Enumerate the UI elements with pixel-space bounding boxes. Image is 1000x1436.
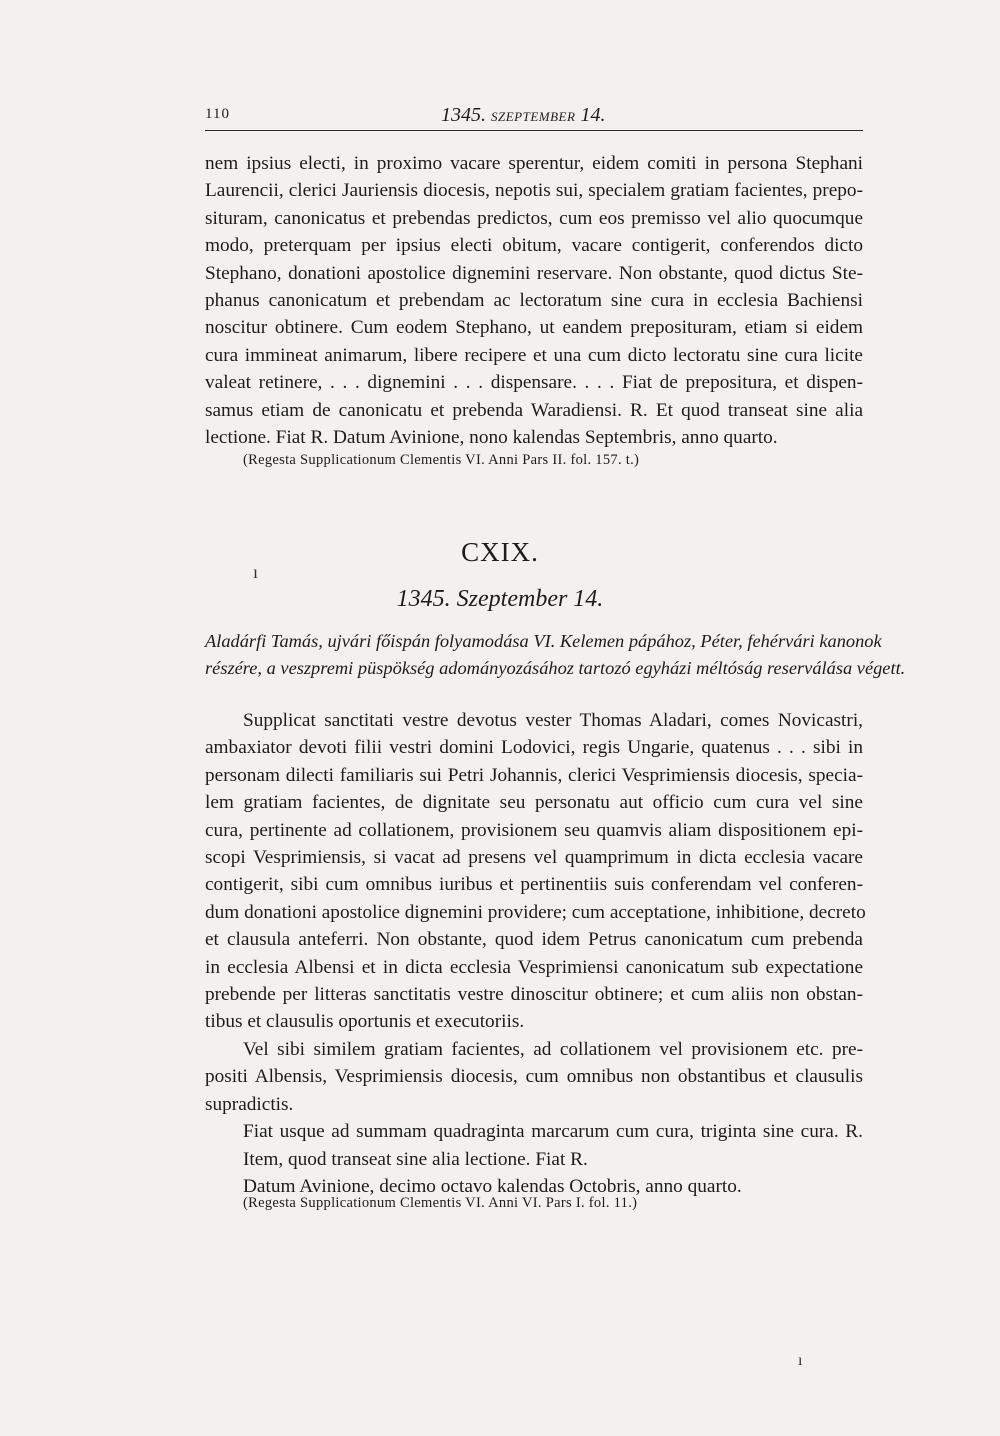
text-line: scopi Vesprimiensis, si vacat ad presens vel quamprimum in dicta ecclesia vacare <box>205 847 863 869</box>
continuation-text <box>205 150 863 451</box>
text-line: lectione. Fiat R. Datum Avinione, nono kalendas Septembris, anno quarto. <box>205 427 778 449</box>
page-number: 110 <box>205 106 230 122</box>
text-line: lem gratiam facientes, de dignitate seu personatu aut officio cum cura vel sine <box>205 792 863 814</box>
text-line: Fiat usque ad summam quadraginta marcarum cum cura, triginta sine cura. R. <box>243 1121 863 1143</box>
body-paragraph-3 <box>205 1118 863 1200</box>
head-month: SZEPTEMBER <box>491 109 576 124</box>
text-line: ambaxiator devoti filii vestri domini Lodovici, regis Ungarie, quatenus . . . sibi in <box>205 737 863 759</box>
document-source-citation: (Regesta Supplicationum Clementis VI. Anni VI. Pars I. fol. 11.) <box>243 1195 638 1211</box>
text-line: valeat retinere, . . . dignemini . . . dispensare. . . . Fiat de prepositura, et dispen- <box>205 372 863 394</box>
text-line: Stephano, donationi apostolice dignemini reservare. Non obstante, quod dictus Ste- <box>205 262 863 284</box>
text-line: positi Albensis, Vesprimiensis diocesis, cum omnibus non obstantibus et clausulis <box>205 1066 863 1088</box>
continuation-paragraph <box>205 150 863 451</box>
text-line: phanus canonicatum et prebendam ac lectoratum sine cura in ecclesia Bachiensi <box>205 290 863 312</box>
text-line: samus etiam de canonicatu et prebenda Waradiensi. R. Et quod transeat sine alia <box>205 399 863 421</box>
text-line: noscitur obtinere. Cum eodem Stephano, ut eandem preposituram, etiam si eidem <box>205 317 863 339</box>
text-line: supradictis. <box>205 1093 294 1115</box>
text-line: Supplicat sanctitati vestre devotus vester Thomas Aladari, comes Novicastri, <box>243 710 863 731</box>
head-year: 1345. <box>441 104 486 126</box>
text-line: dum donationi apostolice dignemini providere; cum acceptatione, inhibitione, decreto <box>205 901 866 923</box>
text-line: Laurencii, clerici Jauriensis diocesis, nepotis sui, specialem gratiam facientes, prepo- <box>205 180 863 202</box>
head-day: 14. <box>580 104 606 126</box>
running-head-title <box>441 104 605 127</box>
text-line: modo, preterquam per ipsius electi obitum, vacare contigerit, conferendos dicto <box>205 235 863 257</box>
text-line: Vel sibi similem gratiam facientes, ad collationem vel provisionem etc. pre- <box>243 1038 863 1060</box>
text-line: situram, canonicatus et prebendas predictos, cum eos premisso vel alio quocumque <box>205 207 863 229</box>
text-line: contigerit, sibi cum omnibus iuribus et pertinentiis suis conferendam vel conferen- <box>205 874 863 896</box>
continuation-source-citation: (Regesta Supplicationum Clementis VI. Anni Pars II. fol. 157. t.) <box>243 452 640 468</box>
body-paragraph-1 <box>205 707 866 1036</box>
text-line: prebende per litteras sanctitatis vestre dinoscitur obtinere; et cum aliis non obstan- <box>205 984 863 1006</box>
text-line: cura, pertinente ad collationem, provisionem seu quamvis aliam dispositionem epi- <box>205 819 863 841</box>
summary-line: részére, a veszpremi püspökség adományozásához tartozó egyházi méltóság reserválása végett. <box>205 658 906 678</box>
text-line: et clausula anteferri. Non obstante, quod idem Petrus canonicatum cum prebenda <box>205 929 863 951</box>
running-head <box>205 104 863 131</box>
text-line: in ecclesia Albensi et in dicta ecclesia Vesprimiensi canonicatum sub expectatione <box>205 956 863 978</box>
text-line: Datum Avinione, decimo octavo kalendas Octobris, anno quarto. <box>243 1175 742 1197</box>
summary-line: Aladárfi Tamás, ujvári főispán folyamodása VI. Kelemen pápához, Péter, fehérvári kanonok <box>205 631 882 651</box>
margin-mark: ı <box>253 562 259 582</box>
body-paragraph-2 <box>205 1036 863 1118</box>
document-date: 1345. Szeptember 14. <box>396 586 604 612</box>
document-summary <box>205 628 906 682</box>
text-line: Item, quod transeat sine alia lectione. Fiat R. <box>243 1148 588 1170</box>
text-line: nem ipsius electi, in proximo vacare sperentur, eidem comiti in persona Stephani <box>205 153 863 174</box>
margin-mark: ı <box>798 1352 803 1369</box>
text-line: tibus et clausulis oportunis et executoriis. <box>205 1011 525 1033</box>
text-line: personam dilecti familiaris sui Petri Johannis, clerici Vesprimiensis diocesis, specia- <box>205 764 863 786</box>
document-number: CXIX. <box>461 537 539 567</box>
document-body <box>205 707 866 1200</box>
text-line: cura immineat animarum, libere recipere et una cum dicto lectoratu sine cura licite <box>205 344 863 366</box>
